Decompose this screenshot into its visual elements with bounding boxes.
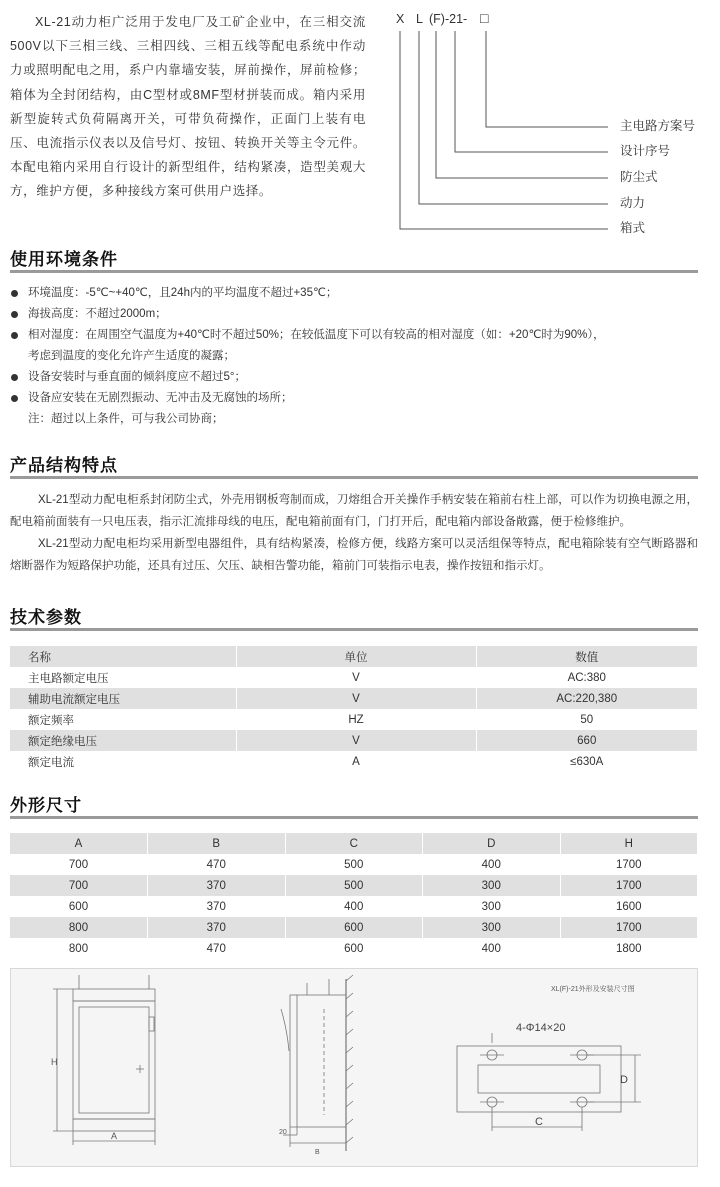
table-row <box>10 688 698 709</box>
table-row <box>10 730 698 751</box>
model-code-box: □ <box>480 10 489 26</box>
param-name: 额定频率 <box>10 709 236 730</box>
dim-b: 370 <box>148 896 286 917</box>
model-designation-diagram <box>380 0 710 240</box>
table-row <box>10 709 698 730</box>
dim-a: 700 <box>10 875 148 896</box>
table-row <box>10 938 698 959</box>
dim-c: 500 <box>285 854 423 875</box>
plan-view-drawing <box>457 1033 641 1131</box>
dim-a: 800 <box>10 917 148 938</box>
param-value: AC:380 <box>476 667 698 688</box>
dimension-drawing <box>10 968 698 1167</box>
drawing-label-b: B <box>315 1149 320 1156</box>
params-header-row <box>10 646 698 667</box>
env-item: 环境温度：-5℃~+40℃，且24h内的平均温度不超过+35℃； <box>10 283 700 304</box>
table-row <box>10 896 698 917</box>
dim-h: 1600 <box>560 896 698 917</box>
params-header-unit: 单位 <box>236 646 476 667</box>
env-item: 设备安装时与垂直面的倾斜度应不超过5°； <box>10 367 700 388</box>
model-code-l: L <box>416 12 423 26</box>
drawing-label-holes: 4-Φ14×20 <box>516 1022 566 1034</box>
env-item: 设备应安装在无剧烈振动、无冲击及无腐蚀的场所； <box>10 388 700 409</box>
dims-header-b: B <box>148 833 286 854</box>
dim-b: 470 <box>148 854 286 875</box>
dim-b: 370 <box>148 917 286 938</box>
features-section-title: 产品结构特点 <box>10 456 118 475</box>
dims-header-c: C <box>285 833 423 854</box>
dims-header-a: A <box>10 833 148 854</box>
dim-h: 1700 <box>560 875 698 896</box>
dim-d: 400 <box>423 854 561 875</box>
table-row <box>10 751 698 772</box>
dim-b: 370 <box>148 875 286 896</box>
intro-paragraph <box>10 10 366 204</box>
params-section-title: 技术参数 <box>10 608 82 627</box>
dim-d: 300 <box>423 917 561 938</box>
param-name: 主电路额定电压 <box>10 667 236 688</box>
table-row <box>10 854 698 875</box>
dims-table <box>10 833 698 959</box>
param-value: 50 <box>476 709 698 730</box>
param-name: 辅助电流额定电压 <box>10 688 236 709</box>
dim-a: 600 <box>10 896 148 917</box>
params-table <box>10 646 698 772</box>
dim-a: 800 <box>10 938 148 959</box>
drawing-label-d: D <box>620 1074 628 1086</box>
features-paragraph-1: XL-21型动力配电柜系封闭防尘式，外壳用钢板弯制而成，刀熔组合开关操作手柄安装在箱前右柱上部，可以作为切换电源之用，配电箱前面装有一只电压表，指示汇流排母线的电压，配电箱前面有门，门打开后，配电箱内部设备敞露，便于检修维护。 <box>10 494 698 528</box>
env-conditions-list <box>10 283 700 430</box>
drawing-label-20: 20 <box>279 1129 287 1136</box>
env-section-title: 使用环境条件 <box>10 250 118 269</box>
model-code-x: X <box>396 12 405 26</box>
side-view-drawing <box>281 975 353 1151</box>
dim-b: 470 <box>148 938 286 959</box>
params-header-value: 数值 <box>476 646 698 667</box>
features-paragraph-2: XL-21型动力配电柜均采用新型电器组件，具有结构紧凑，检修方便，线路方案可以灵活组保等特点，配电箱除装有空气断路器和熔断器作为短路保护功能，还具有过压、欠压、缺相告警功能，箱前门可装指示电表，操作按钮和指示灯。 <box>10 538 698 572</box>
dim-c: 400 <box>285 896 423 917</box>
drawing-caption: XL(F)-21外形及安装尺寸图 <box>551 986 635 993</box>
param-value: ≤630A <box>476 751 698 772</box>
params-header-name: 名称 <box>10 646 236 667</box>
param-name: 额定绝缘电压 <box>10 730 236 751</box>
param-unit: V <box>236 730 476 751</box>
drawing-label-c: C <box>535 1116 543 1128</box>
dim-h: 1700 <box>560 917 698 938</box>
dim-d: 400 <box>423 938 561 959</box>
param-unit: V <box>236 667 476 688</box>
dims-header-h: H <box>560 833 698 854</box>
model-legend-dustproof: 防尘式 <box>620 170 658 184</box>
dim-d: 300 <box>423 875 561 896</box>
dim-d: 300 <box>423 896 561 917</box>
model-legend-power: 动力 <box>620 196 646 210</box>
param-unit: HZ <box>236 709 476 730</box>
env-item: 海拔高度：不超过2000m； <box>10 304 700 325</box>
dims-header-d: D <box>423 833 561 854</box>
dims-section-title: 外形尺寸 <box>10 796 82 815</box>
dim-c: 600 <box>285 938 423 959</box>
dim-h: 1800 <box>560 938 698 959</box>
param-value: AC:220,380 <box>476 688 698 709</box>
dims-section-divider <box>10 816 698 819</box>
param-value: 660 <box>476 730 698 751</box>
intro-text: XL-21动力柜广泛用于发电厂及工矿企业中，在三相交流500V以下三相三线、三相四线、三相五线等配电系统中作动力或照明配电之用，系户内靠墙安装，屏前操作，屏前检修；箱体为全封闭结构，由C型材或8MF型材拼装而成。箱内采用新型旋转式负荷隔离开关，可带负荷操作，正面门上装有电压、电流指示仪表以及信号灯、按钮、转换开关等主令元件。本配电箱内采用自行设计的新型组件，结构紧凑，造型美观大方，维护方便，多种接线方案可供用户选择。 <box>10 15 366 199</box>
dim-c: 500 <box>285 875 423 896</box>
env-note: 注：超过以上条件，可与我公司协商； <box>28 413 224 425</box>
drawing-label-a: A <box>111 1131 118 1141</box>
params-section-divider <box>10 628 698 631</box>
dim-c: 600 <box>285 917 423 938</box>
env-item: 相对湿度：在周围空气温度为+40℃时不超过50%；在较低温度下可以有较高的相对湿度（如：+20℃时为90%）， <box>10 325 700 346</box>
front-view-drawing <box>53 975 155 1145</box>
dim-a: 700 <box>10 854 148 875</box>
features-text <box>10 489 698 577</box>
features-section-divider <box>10 476 698 479</box>
dims-header-row <box>10 833 698 854</box>
table-row <box>10 917 698 938</box>
param-name: 额定电流 <box>10 751 236 772</box>
model-legend-box: 箱式 <box>620 221 646 235</box>
param-unit: V <box>236 688 476 709</box>
model-code-f: (F)-21- <box>429 12 468 26</box>
table-row <box>10 667 698 688</box>
model-legend-design: 设计序号 <box>620 144 671 158</box>
table-row <box>10 875 698 896</box>
env-item-continuation: 考虑到温度的变化允许产生适度的凝露； <box>28 350 235 362</box>
dim-h: 1700 <box>560 854 698 875</box>
drawing-label-h: H <box>51 1057 58 1067</box>
param-unit: A <box>236 751 476 772</box>
env-section-divider <box>10 270 698 273</box>
model-legend-circuit: 主电路方案号 <box>620 119 696 133</box>
